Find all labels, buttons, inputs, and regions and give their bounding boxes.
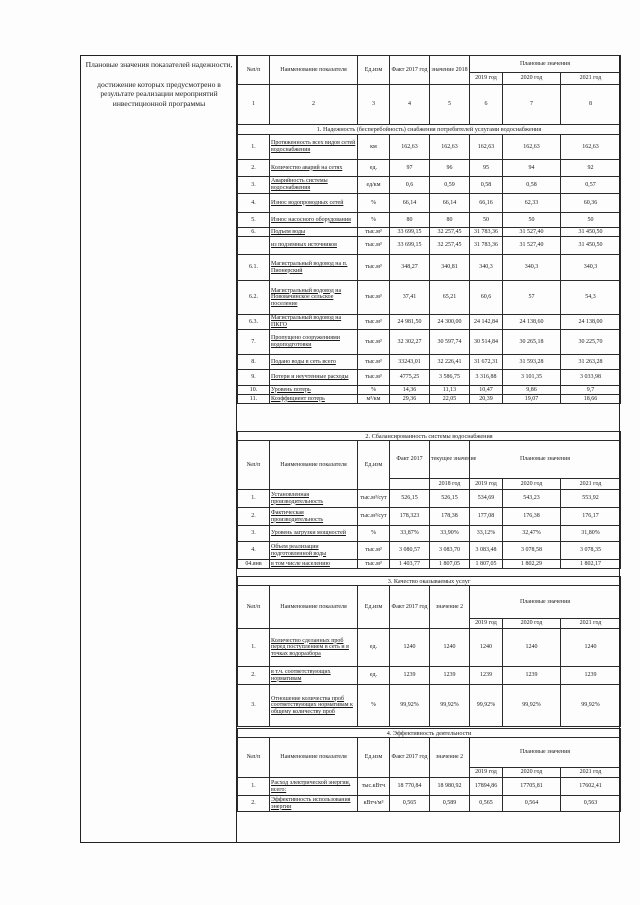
value-plan-2020: 50	[503, 213, 561, 228]
value-current: 178,38	[430, 508, 470, 526]
table-row	[238, 685, 621, 727]
row-unit: тыс.м³	[358, 228, 390, 237]
value-current: 11,13	[430, 386, 470, 395]
col-number: 4	[390, 85, 430, 125]
table-row	[238, 629, 621, 667]
table-body	[238, 490, 621, 569]
row-number: 3.	[238, 685, 270, 727]
value-fact: 3 080,57	[390, 542, 430, 560]
row-name: Количество аварий на сетях	[270, 160, 358, 177]
value-current: 30 597,74	[430, 330, 470, 355]
value-current: 18 980,92	[430, 778, 470, 796]
value-fact: 1240	[390, 629, 430, 667]
row-number: 8.	[238, 355, 270, 370]
header-year-2021: 2021 год	[561, 73, 621, 85]
row-number: 04.янв	[238, 560, 270, 569]
header-blank	[390, 479, 430, 490]
table-row	[238, 228, 621, 237]
row-number: 9.	[238, 370, 270, 386]
header-year-2021: 2021 год	[561, 479, 621, 490]
value-fact: 97	[390, 160, 430, 177]
table-row	[238, 542, 621, 560]
row-name: в том числе населению	[270, 560, 358, 569]
row-unit: тыс.м³	[358, 560, 390, 569]
value-current: 162,63	[430, 135, 470, 160]
header-year-2021: 2021 год	[561, 768, 621, 778]
table-row	[238, 386, 621, 395]
value-plan-2019: 1239	[470, 667, 503, 685]
value-fact: 1239	[390, 667, 430, 685]
header-fact: Факт 2017 год	[390, 56, 430, 85]
value-plan-2019: 0,565	[470, 796, 503, 812]
row-number: 6.	[238, 228, 270, 237]
header-num: №п/п	[238, 56, 270, 85]
row-number: 3.	[238, 526, 270, 542]
row-unit: тыс.м³	[358, 330, 390, 355]
row-name: в т.ч. соответствующих нормативам	[270, 667, 358, 685]
table-reliability	[237, 55, 621, 404]
header-current: текущее значение	[430, 441, 470, 479]
value-plan-2019: 66,16	[470, 194, 503, 213]
value-plan-2021: 17602,41	[561, 778, 621, 796]
row-unit: тыс.м³/сут	[358, 490, 390, 508]
value-plan-2021: 24 138,00	[561, 315, 621, 330]
value-fact: 178,323	[390, 508, 430, 526]
row-unit: тыс.м³	[358, 315, 390, 330]
table-row	[238, 370, 621, 386]
value-plan-2019: 60,6	[470, 281, 503, 315]
row-unit: тыс.м³	[358, 237, 390, 255]
value-fact: 0,6	[390, 177, 430, 194]
row-unit: тыс.м³	[358, 281, 390, 315]
value-plan-2019: 95	[470, 160, 503, 177]
header-year-2019: 2019 год	[470, 73, 503, 85]
row-number: 2.	[238, 796, 270, 812]
row-number: 7.	[238, 330, 270, 355]
value-fact: 29,36	[390, 395, 430, 404]
value-fact: 24 981,50	[390, 315, 430, 330]
header-current: значение 2	[430, 738, 470, 778]
row-number: 10.	[238, 386, 270, 395]
row-unit: %	[358, 685, 390, 727]
row-name: Установленная производительность	[270, 490, 358, 508]
col-number: 3	[358, 85, 390, 125]
value-plan-2020: 9,86	[503, 386, 561, 395]
row-name: Износ насосного оборудования	[270, 213, 358, 228]
header-unit: Ед.изм	[358, 586, 390, 629]
value-current: 66,14	[430, 194, 470, 213]
table-row	[238, 237, 621, 255]
table-row	[238, 177, 621, 194]
value-fact: 0,565	[390, 796, 430, 812]
row-unit: тыс.м³	[358, 542, 390, 560]
value-plan-2021: 176,17	[561, 508, 621, 526]
row-number: 1.	[238, 490, 270, 508]
table-row	[238, 560, 621, 569]
header-unit: Ед.изм	[358, 441, 390, 490]
value-plan-2021: 1 802,17	[561, 560, 621, 569]
section-title: 4. Эффективность деятельности	[238, 729, 621, 738]
table-row	[238, 355, 621, 370]
table-body	[238, 778, 621, 812]
table-row	[238, 281, 621, 315]
header-plan: Плановые значения	[470, 738, 621, 768]
value-plan-2021: 18,66	[561, 395, 621, 404]
section-title: 3. Качество оказываемых услуг	[238, 577, 621, 586]
value-plan-2020: 94	[503, 160, 561, 177]
row-name: Расход электрической энергии, всего:	[270, 778, 358, 796]
row-unit: %	[358, 213, 390, 228]
value-fact: 348,27	[390, 255, 430, 281]
value-fact: 33243,01	[390, 355, 430, 370]
table-row	[238, 796, 621, 812]
header-year-2018: 2018 год	[430, 479, 470, 490]
row-name: Износ водопроводных сетей	[270, 194, 358, 213]
value-current: 65,21	[430, 281, 470, 315]
header-year-2020: 2020 год	[503, 479, 561, 490]
value-current: 340,81	[430, 255, 470, 281]
row-name: Отношение количества проб соответствующих нормативам к общему количеству проб	[270, 685, 358, 727]
value-plan-2021: 31,80%	[561, 526, 621, 542]
value-fact: 32 302,27	[390, 330, 430, 355]
col-number: 7	[503, 85, 561, 125]
value-current: 3 586,75	[430, 370, 470, 386]
row-name: Магистральный водовод на Нововачинское сельское поселение	[270, 281, 358, 315]
value-plan-2019: 340,3	[470, 255, 503, 281]
value-fact: 526,15	[390, 490, 430, 508]
value-plan-2021: 92	[561, 160, 621, 177]
value-plan-2020: 62,33	[503, 194, 561, 213]
left-title: Плановые значения показателей надежности,	[85, 60, 233, 69]
header-name: Наименование показателя	[270, 56, 358, 85]
col-number: 2	[270, 85, 358, 125]
value-fact: 4775,25	[390, 370, 430, 386]
value-plan-2021: 0,563	[561, 796, 621, 812]
header-current: значение 2	[430, 586, 470, 629]
value-plan-2021: 3 033,98	[561, 370, 621, 386]
value-plan-2019: 31 783,36	[470, 228, 503, 237]
value-fact: 33 699,15	[390, 237, 430, 255]
row-name: Фактическая производительность	[270, 508, 358, 526]
row-name: Протяженность всех видов сетей водоснабжения	[270, 135, 358, 160]
table-row	[238, 667, 621, 685]
value-plan-2021: 31 263,28	[561, 355, 621, 370]
value-plan-2020: 57	[503, 281, 561, 315]
value-fact: 18 770,84	[390, 778, 430, 796]
table-row	[238, 508, 621, 526]
value-current: 0,59	[430, 177, 470, 194]
value-fact: 1 403,77	[390, 560, 430, 569]
row-name: из подземных источников	[270, 237, 358, 255]
header-num: №п/п	[238, 738, 270, 778]
value-plan-2020: 176,38	[503, 508, 561, 526]
row-name: Подано воды в сеть всего	[270, 355, 358, 370]
row-name: Потери и неучтенные расходы	[270, 370, 358, 386]
row-unit: м³/км	[358, 395, 390, 404]
table-row	[238, 135, 621, 160]
row-name: Количество сделанных проб перед поступлением в сеть и в точках водоразбора	[270, 629, 358, 667]
row-number: 6.2.	[238, 281, 270, 315]
row-number: 1.	[238, 629, 270, 667]
row-name: Коэффициент потерь	[270, 395, 358, 404]
table-row	[238, 255, 621, 281]
value-plan-2019: 0,58	[470, 177, 503, 194]
row-unit: тыс.м³/сут	[358, 508, 390, 526]
value-plan-2020: 162,63	[503, 135, 561, 160]
table-row	[238, 490, 621, 508]
value-plan-2019: 17894,86	[470, 778, 503, 796]
row-name: Уровень потерь	[270, 386, 358, 395]
header-fact: Факт 2017 год	[390, 738, 430, 778]
header-year-2021: 2021 год	[561, 619, 621, 629]
value-plan-2020: 30 265,18	[503, 330, 561, 355]
value-plan-2021: 3 078,35	[561, 542, 621, 560]
header-unit: Ед.изм	[358, 56, 390, 85]
col-number: 5	[430, 85, 470, 125]
row-unit: тыс.м³	[358, 370, 390, 386]
value-plan-2019: 99,92%	[470, 685, 503, 727]
value-plan-2019: 3 083,48	[470, 542, 503, 560]
header-plan: Плановые значения	[470, 56, 621, 73]
row-unit: %	[358, 194, 390, 213]
table-row	[238, 315, 621, 330]
value-plan-2021: 553,92	[561, 490, 621, 508]
row-name: Пропущено сооружениями водоподготовки	[270, 330, 358, 355]
table-row	[238, 526, 621, 542]
row-name: Уровень загрузки мощностей	[270, 526, 358, 542]
table-row	[238, 330, 621, 355]
col-number: 1	[238, 85, 270, 125]
header-num: №п/п	[238, 586, 270, 629]
left-column	[80, 55, 237, 843]
header-current: значение 2018	[430, 56, 470, 85]
header-year-2020: 2020 год	[503, 768, 561, 778]
row-number: 6.3.	[238, 315, 270, 330]
header-name: Наименование показателя	[270, 738, 358, 778]
value-plan-2020: 99,92%	[503, 685, 561, 727]
value-fact: 66,14	[390, 194, 430, 213]
row-name: Эффективность использования энергии	[270, 796, 358, 812]
value-current: 32 257,45	[430, 237, 470, 255]
row-unit: ед.	[358, 667, 390, 685]
value-current: 80	[430, 213, 470, 228]
table-efficiency	[237, 728, 621, 812]
value-plan-2019: 534,69	[470, 490, 503, 508]
left-column-text	[84, 60, 234, 118]
row-unit: тыс.м³	[358, 255, 390, 281]
row-number	[238, 237, 270, 255]
row-name: Подъем воды	[270, 228, 358, 237]
value-current: 526,15	[430, 490, 470, 508]
value-plan-2020: 19,07	[503, 395, 561, 404]
value-plan-2020: 1240	[503, 629, 561, 667]
row-unit: км	[358, 135, 390, 160]
row-number: 6.1.	[238, 255, 270, 281]
value-plan-2021: 31 450,50	[561, 228, 621, 237]
row-unit: ед.	[358, 160, 390, 177]
value-fact: 33 699,15	[390, 228, 430, 237]
header-year-2019: 2019 год	[470, 479, 503, 490]
value-plan-2019: 3 316,88	[470, 370, 503, 386]
value-plan-2020: 1 802,29	[503, 560, 561, 569]
value-plan-2019: 50	[470, 213, 503, 228]
col-number: 8	[561, 85, 621, 125]
section-title: 1. Надежность (бесперебойность) снабжения потребителей услугами водоснабжения	[238, 125, 621, 135]
row-unit: ед.	[358, 629, 390, 667]
value-fact: 162,63	[390, 135, 430, 160]
value-fact: 80	[390, 213, 430, 228]
row-number: 1.	[238, 778, 270, 796]
value-fact: 33,87%	[390, 526, 430, 542]
row-unit: тыс.кВтч	[358, 778, 390, 796]
header-year-2020: 2020 год	[503, 619, 561, 629]
table-balance	[237, 431, 621, 569]
table-row	[238, 194, 621, 213]
value-plan-2021: 31 450,50	[561, 237, 621, 255]
table-quality	[237, 576, 621, 727]
value-plan-2019: 24 142,84	[470, 315, 503, 330]
row-number: 2.	[238, 508, 270, 526]
value-current: 22,05	[430, 395, 470, 404]
value-plan-2019: 10,47	[470, 386, 503, 395]
section-title: 2. Сбалансированность системы водоснабжения	[238, 432, 621, 441]
value-plan-2020: 0,564	[503, 796, 561, 812]
row-number: 2.	[238, 667, 270, 685]
row-name: Аварийность системы водоснабжения	[270, 177, 358, 194]
value-current: 32 257,45	[430, 228, 470, 237]
row-unit: %	[358, 386, 390, 395]
header-name: Наименование показателя	[270, 441, 358, 490]
row-number: 4.	[238, 194, 270, 213]
value-current: 1 807,05	[430, 560, 470, 569]
table-row	[238, 213, 621, 228]
value-plan-2021: 0,57	[561, 177, 621, 194]
row-unit: ед/км	[358, 177, 390, 194]
value-plan-2020: 17705,81	[503, 778, 561, 796]
value-plan-2019: 33,12%	[470, 526, 503, 542]
value-plan-2021: 1240	[561, 629, 621, 667]
left-body: достижение которых предусмотрено в результате реализации мероприятий инвестиционной программы	[97, 79, 221, 108]
value-plan-2021: 99,92%	[561, 685, 621, 727]
row-unit: кВтч/м³	[358, 796, 390, 812]
value-plan-2019: 31 783,36	[470, 237, 503, 255]
table-row	[238, 395, 621, 404]
header-year-2019: 2019 год	[470, 619, 503, 629]
row-unit: тыс.м³	[358, 355, 390, 370]
header-plan: Плановые значения	[470, 586, 621, 619]
value-plan-2019: 177,08	[470, 508, 503, 526]
value-plan-2019: 20,39	[470, 395, 503, 404]
value-current: 0,589	[430, 796, 470, 812]
row-unit: %	[358, 526, 390, 542]
value-plan-2019: 1240	[470, 629, 503, 667]
header-year-2019: 2019 год	[470, 768, 503, 778]
value-plan-2020: 3 101,35	[503, 370, 561, 386]
value-plan-2020: 31 593,28	[503, 355, 561, 370]
value-plan-2021: 340,3	[561, 255, 621, 281]
value-plan-2021: 54,3	[561, 281, 621, 315]
value-plan-2019: 31 672,31	[470, 355, 503, 370]
table-body	[238, 629, 621, 727]
value-current: 33,90%	[430, 526, 470, 542]
header-num: №п/п	[238, 441, 270, 490]
value-plan-2021: 9,7	[561, 386, 621, 395]
header-fact: Факт 2017	[390, 441, 430, 479]
value-current: 3 083,70	[430, 542, 470, 560]
value-plan-2020: 32,47%	[503, 526, 561, 542]
row-name: Магистральный водовод на п. Пионерский	[270, 255, 358, 281]
value-current: 32 226,41	[430, 355, 470, 370]
header-unit: Ед.изм	[358, 738, 390, 778]
row-name: Объем реализации подготовленной воды	[270, 542, 358, 560]
value-plan-2020: 543,23	[503, 490, 561, 508]
value-current: 24 300,00	[430, 315, 470, 330]
col-number: 6	[470, 85, 503, 125]
header-name: Наименование показателя	[270, 586, 358, 629]
table-row	[238, 778, 621, 796]
value-current: 1240	[430, 629, 470, 667]
row-name: Магистральный водовод на ПКГО	[270, 315, 358, 330]
row-number: 5.	[238, 213, 270, 228]
value-plan-2021: 60,36	[561, 194, 621, 213]
value-plan-2020: 0,58	[503, 177, 561, 194]
row-number: 2.	[238, 160, 270, 177]
header-plan: Плановые значения	[470, 441, 621, 479]
value-plan-2021: 30 225,70	[561, 330, 621, 355]
value-plan-2020: 31 527,40	[503, 228, 561, 237]
row-number: 4.	[238, 542, 270, 560]
value-current: 99,92%	[430, 685, 470, 727]
value-plan-2020: 1239	[503, 667, 561, 685]
header-year-2020: 2020 год	[503, 73, 561, 85]
value-plan-2020: 3 078,58	[503, 542, 561, 560]
value-plan-2021: 50	[561, 213, 621, 228]
value-fact: 37,41	[390, 281, 430, 315]
value-plan-2019: 1 807,05	[470, 560, 503, 569]
row-number: 3.	[238, 177, 270, 194]
value-plan-2021: 1239	[561, 667, 621, 685]
value-current: 96	[430, 160, 470, 177]
value-plan-2019: 30 514,84	[470, 330, 503, 355]
value-plan-2020: 24 138,60	[503, 315, 561, 330]
value-plan-2020: 340,3	[503, 255, 561, 281]
value-fact: 99,92%	[390, 685, 430, 727]
header-fact: Факт 2017 год	[390, 586, 430, 629]
table-body	[238, 135, 621, 404]
row-number: 1.	[238, 135, 270, 160]
table-row	[238, 160, 621, 177]
row-number: 11.	[238, 395, 270, 404]
value-plan-2019: 162,63	[470, 135, 503, 160]
value-plan-2020: 31 527,40	[503, 237, 561, 255]
value-plan-2021: 162,63	[561, 135, 621, 160]
value-current: 1239	[430, 667, 470, 685]
value-fact: 14,36	[390, 386, 430, 395]
